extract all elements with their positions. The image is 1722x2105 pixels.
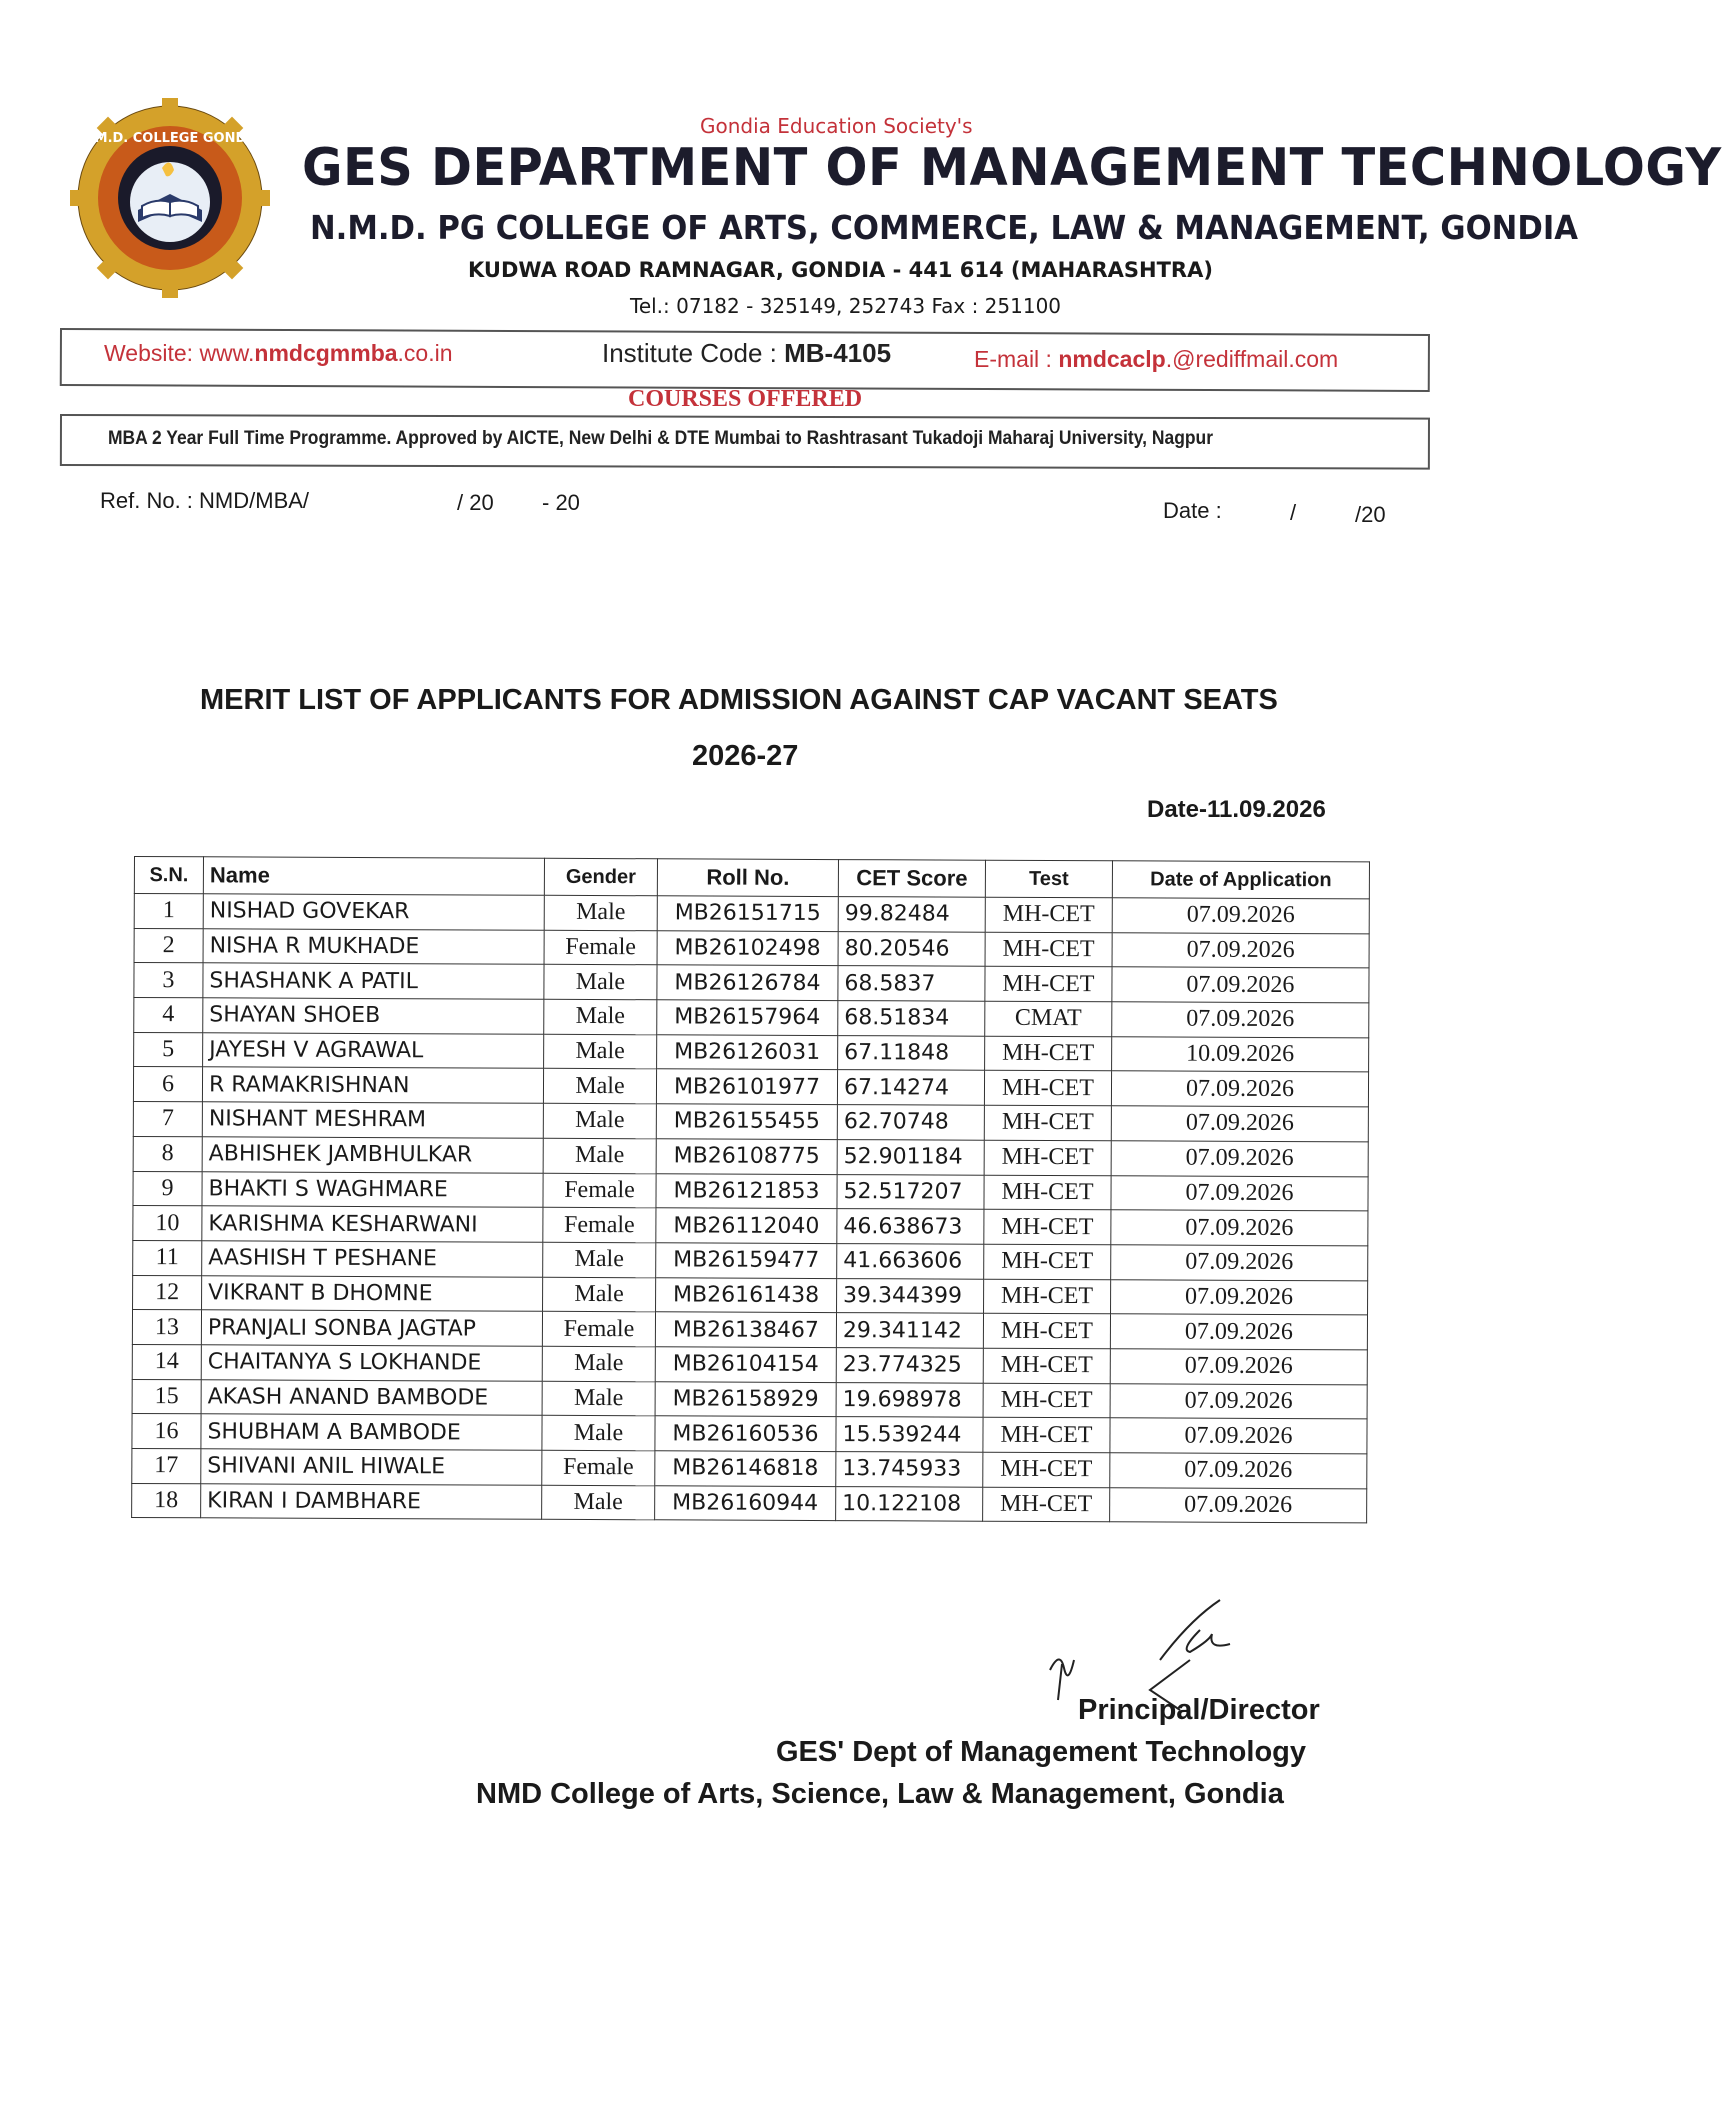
cell-roll-no: MB26138467 xyxy=(655,1312,836,1347)
cell-cet-score: 29.341142 xyxy=(836,1313,983,1348)
cell-gender: Male xyxy=(543,1138,656,1173)
cell-sn: 14 xyxy=(132,1344,201,1379)
college-logo xyxy=(70,98,270,298)
cell-roll-no: MB26121853 xyxy=(656,1173,837,1208)
cell-gender: Male xyxy=(544,999,657,1034)
cell-name: KARISHMA KESHARWANI xyxy=(202,1206,543,1242)
table-row xyxy=(134,998,1369,1038)
cell-gender: Male xyxy=(542,1485,655,1520)
cell-date: 10.09.2026 xyxy=(1112,1037,1369,1073)
cell-sn: 17 xyxy=(132,1448,201,1483)
cell-name: SHIVANI ANIL HIWALE xyxy=(201,1449,542,1485)
cell-date: 07.09.2026 xyxy=(1110,1418,1367,1454)
header-name: Name xyxy=(203,857,544,895)
table-header-row xyxy=(134,857,1369,899)
cell-test: MH-CET xyxy=(984,1071,1111,1106)
cell-date: 07.09.2026 xyxy=(1110,1383,1367,1419)
cell-date: 07.09.2026 xyxy=(1111,1210,1368,1246)
cell-sn: 5 xyxy=(134,1032,203,1067)
cell-roll-no: MB26126031 xyxy=(657,1035,838,1070)
cell-gender: Female xyxy=(542,1312,655,1347)
department-title: GES DEPARTMENT OF MANAGEMENT TECHNOLOGY xyxy=(302,138,1722,198)
academic-year: 2026-27 xyxy=(692,740,799,772)
cell-test: MH-CET xyxy=(984,1244,1111,1279)
reference-year: / 20 xyxy=(457,490,494,515)
cell-roll-no: MB26155455 xyxy=(656,1104,837,1139)
institute-code: Institute Code : MB-4105 xyxy=(602,338,892,368)
cell-gender: Female xyxy=(543,1173,656,1208)
cell-sn: 12 xyxy=(133,1275,202,1310)
email-link[interactable]: E-mail : nmdcaclp.@rediffmail.com xyxy=(974,346,1339,372)
contact-numbers: Tel.: 07182 - 325149, 252743 Fax : 251100 xyxy=(630,294,1062,318)
cell-cet-score: 68.51834 xyxy=(838,1001,985,1036)
table-row xyxy=(134,928,1369,968)
cell-gender: Male xyxy=(544,895,657,930)
cell-date: 07.09.2026 xyxy=(1112,932,1369,968)
college-name: N.M.D. PG COLLEGE OF ARTS, COMMERCE, LAW & MANAGEMENT, GONDIA xyxy=(310,208,1579,247)
table-row xyxy=(133,1136,1368,1176)
svg-text:N.M.D. COLLEGE GONDIA: N.M.D. COLLEGE GONDIA xyxy=(78,131,262,146)
cell-date: 07.09.2026 xyxy=(1110,1349,1367,1385)
cell-name: NISHAD GOVEKAR xyxy=(203,894,544,930)
header-cet-score: CET Score xyxy=(838,860,985,898)
cell-gender: Male xyxy=(543,1069,656,1104)
cell-name: KIRAN I DAMBHARE xyxy=(201,1483,542,1519)
table-row xyxy=(132,1379,1367,1419)
header-roll-no: Roll No. xyxy=(657,859,838,897)
cell-roll-no: MB26160536 xyxy=(655,1416,836,1451)
cell-sn: 6 xyxy=(133,1067,202,1102)
header-date-of-application: Date of Application xyxy=(1112,861,1369,899)
cell-name: VIKRANT B DHOMNE xyxy=(202,1275,543,1311)
cell-name: ABHISHEK JAMBHULKAR xyxy=(202,1137,543,1173)
table-row xyxy=(133,1275,1368,1315)
cell-sn: 8 xyxy=(133,1136,202,1171)
college-address: KUDWA ROAD RAMNAGAR, GONDIA - 441 614 (MAHARASHTRA) xyxy=(468,258,1213,282)
cell-date: 07.09.2026 xyxy=(1111,1071,1368,1107)
cell-gender: Male xyxy=(543,1277,656,1312)
cell-test: MH-CET xyxy=(985,932,1112,967)
cell-cet-score: 67.14274 xyxy=(837,1070,984,1105)
cell-test: MH-CET xyxy=(983,1418,1110,1453)
cell-date: 07.09.2026 xyxy=(1112,967,1369,1003)
cell-name: AKASH ANAND BAMBODE xyxy=(201,1379,542,1415)
header-sn: S.N. xyxy=(134,857,203,894)
cell-roll-no: MB26101977 xyxy=(656,1069,837,1104)
table-row xyxy=(132,1310,1367,1350)
cell-test: MH-CET xyxy=(983,1348,1110,1383)
date-year: /20 xyxy=(1355,502,1386,527)
cell-roll-no: MB26126784 xyxy=(657,965,838,1000)
cell-cet-score: 13.745933 xyxy=(836,1452,983,1487)
table-row xyxy=(132,1344,1367,1384)
cell-test: MH-CET xyxy=(984,1175,1111,1210)
cell-sn: 15 xyxy=(132,1379,201,1414)
cell-sn: 7 xyxy=(133,1102,202,1137)
website-link[interactable]: Website: www.nmdcgmmba.co.in xyxy=(104,340,453,366)
cell-cet-score: 52.517207 xyxy=(837,1174,984,1209)
reference-year-end: - 20 xyxy=(542,490,580,515)
cell-roll-no: MB26158929 xyxy=(655,1381,836,1416)
cell-roll-no: MB26159477 xyxy=(656,1243,837,1278)
list-date: Date-11.09.2026 xyxy=(1147,796,1326,823)
cell-roll-no: MB26151715 xyxy=(657,896,838,931)
cell-sn: 9 xyxy=(133,1171,202,1206)
cell-gender: Male xyxy=(544,1034,657,1069)
document-title: MERIT LIST OF APPLICANTS FOR ADMISSION AGAINST CAP VACANT SEATS xyxy=(200,684,1278,716)
cell-cet-score: 41.663606 xyxy=(837,1243,984,1278)
cell-name: NISHANT MESHRAM xyxy=(202,1102,543,1138)
cell-sn: 10 xyxy=(133,1206,202,1241)
cell-sn: 18 xyxy=(132,1483,201,1518)
cell-cet-score: 15.539244 xyxy=(836,1417,983,1452)
cell-gender: Female xyxy=(544,930,657,965)
cell-test: MH-CET xyxy=(984,1279,1111,1314)
cell-sn: 1 xyxy=(134,894,203,929)
cell-roll-no: MB26160944 xyxy=(655,1485,836,1520)
cell-name: BHAKTI S WAGHMARE xyxy=(202,1171,543,1207)
cell-gender: Female xyxy=(543,1207,656,1242)
merit-list-table xyxy=(131,856,1370,1524)
cell-test: MH-CET xyxy=(983,1383,1110,1418)
reference-number: Ref. No. : NMD/MBA/ xyxy=(100,488,310,513)
cell-date: 07.09.2026 xyxy=(1110,1453,1367,1489)
table-row xyxy=(132,1414,1367,1454)
cell-roll-no: MB26104154 xyxy=(655,1347,836,1382)
cell-test: CMAT xyxy=(985,1001,1112,1036)
cell-date: 07.09.2026 xyxy=(1112,1002,1369,1038)
table-row xyxy=(134,1032,1369,1072)
cell-gender: Male xyxy=(543,1242,656,1277)
cell-name: PRANJALI SONBA JAGTAP xyxy=(201,1310,542,1346)
cell-test: MH-CET xyxy=(984,1105,1111,1140)
cell-cet-score: 67.11848 xyxy=(838,1035,985,1070)
signatory-title: Principal/Director xyxy=(1078,1694,1320,1726)
society-name: Gondia Education Society's xyxy=(700,114,973,138)
cell-test: MH-CET xyxy=(984,1140,1111,1175)
courses-heading: COURSES OFFERED xyxy=(628,386,863,412)
cell-cet-score: 68.5837 xyxy=(838,966,985,1001)
cell-cet-score: 23.774325 xyxy=(836,1348,983,1383)
cell-cet-score: 52.901184 xyxy=(837,1139,984,1174)
cell-sn: 13 xyxy=(132,1310,201,1345)
cell-gender: Male xyxy=(542,1416,655,1451)
cell-name: JAYESH V AGRAWAL xyxy=(203,1033,544,1069)
cell-roll-no: MB26161438 xyxy=(656,1277,837,1312)
table-row xyxy=(132,1448,1367,1488)
date-label: Date : xyxy=(1163,498,1222,523)
cell-name: SHASHANK A PATIL xyxy=(203,963,544,999)
table-row xyxy=(133,1171,1368,1211)
cell-test: MH-CET xyxy=(985,967,1112,1002)
cell-roll-no: MB26102498 xyxy=(657,930,838,965)
cell-sn: 2 xyxy=(134,928,203,963)
cell-roll-no: MB26112040 xyxy=(656,1208,837,1243)
table-row xyxy=(133,1102,1368,1142)
cell-name: SHUBHAM A BAMBODE xyxy=(201,1414,542,1450)
header-gender: Gender xyxy=(544,858,657,895)
cell-date: 07.09.2026 xyxy=(1111,1106,1368,1142)
table-row xyxy=(133,1206,1368,1246)
date-slash: / xyxy=(1290,500,1297,525)
cell-test: MH-CET xyxy=(985,897,1112,932)
cell-cet-score: 99.82484 xyxy=(838,897,985,932)
program-description: MBA 2 Year Full Time Programme. Approved by AICTE, New Delhi & DTE Mumbai to Rashtrasant Tukadoji Maharaj University, Nagpur xyxy=(108,428,1214,449)
cell-sn: 3 xyxy=(134,963,203,998)
cell-cet-score: 46.638673 xyxy=(837,1209,984,1244)
cell-test: MH-CET xyxy=(983,1487,1110,1522)
cell-date: 07.09.2026 xyxy=(1111,1141,1368,1177)
cell-sn: 11 xyxy=(133,1240,202,1275)
cell-date: 07.09.2026 xyxy=(1112,898,1369,934)
cell-test: MH-CET xyxy=(985,1036,1112,1071)
cell-test: MH-CET xyxy=(983,1452,1110,1487)
table-row xyxy=(133,1240,1368,1280)
cell-name: SHAYAN SHOEB xyxy=(203,998,544,1034)
cell-cet-score: 62.70748 xyxy=(837,1105,984,1140)
cell-date: 07.09.2026 xyxy=(1110,1314,1367,1350)
cell-roll-no: MB26108775 xyxy=(656,1139,837,1174)
cell-cet-score: 19.698978 xyxy=(836,1382,983,1417)
cell-date: 07.09.2026 xyxy=(1110,1487,1367,1523)
cell-test: MH-CET xyxy=(984,1209,1111,1244)
cell-sn: 4 xyxy=(134,998,203,1033)
signatory-department: GES' Dept of Management Technology xyxy=(776,1736,1307,1768)
signatory-college: NMD College of Arts, Science, Law & Management, Gondia xyxy=(476,1778,1284,1810)
table-row xyxy=(134,963,1369,1003)
cell-date: 07.09.2026 xyxy=(1111,1279,1368,1315)
table-row xyxy=(134,894,1369,934)
table-row xyxy=(133,1067,1368,1107)
cell-cet-score: 10.122108 xyxy=(836,1486,983,1521)
cell-name: NISHA R MUKHADE xyxy=(203,928,544,964)
cell-sn: 16 xyxy=(132,1414,201,1449)
cell-test: MH-CET xyxy=(983,1313,1110,1348)
cell-cet-score: 80.20546 xyxy=(838,931,985,966)
cell-name: R RAMAKRISHNAN xyxy=(202,1067,543,1103)
cell-roll-no: MB26146818 xyxy=(655,1451,836,1486)
cell-date: 07.09.2026 xyxy=(1111,1175,1368,1211)
table-row xyxy=(132,1483,1367,1523)
cell-gender: Female xyxy=(542,1450,655,1485)
cell-gender: Male xyxy=(543,1103,656,1138)
cell-cet-score: 39.344399 xyxy=(837,1278,984,1313)
cell-gender: Male xyxy=(544,965,657,1000)
header-test: Test xyxy=(985,860,1112,898)
cell-name: CHAITANYA S LOKHANDE xyxy=(201,1345,542,1381)
cell-date: 07.09.2026 xyxy=(1111,1245,1368,1281)
cell-roll-no: MB26157964 xyxy=(657,1000,838,1035)
cell-gender: Male xyxy=(542,1381,655,1416)
cell-name: AASHISH T PESHANE xyxy=(202,1241,543,1277)
cell-gender: Male xyxy=(542,1346,655,1381)
